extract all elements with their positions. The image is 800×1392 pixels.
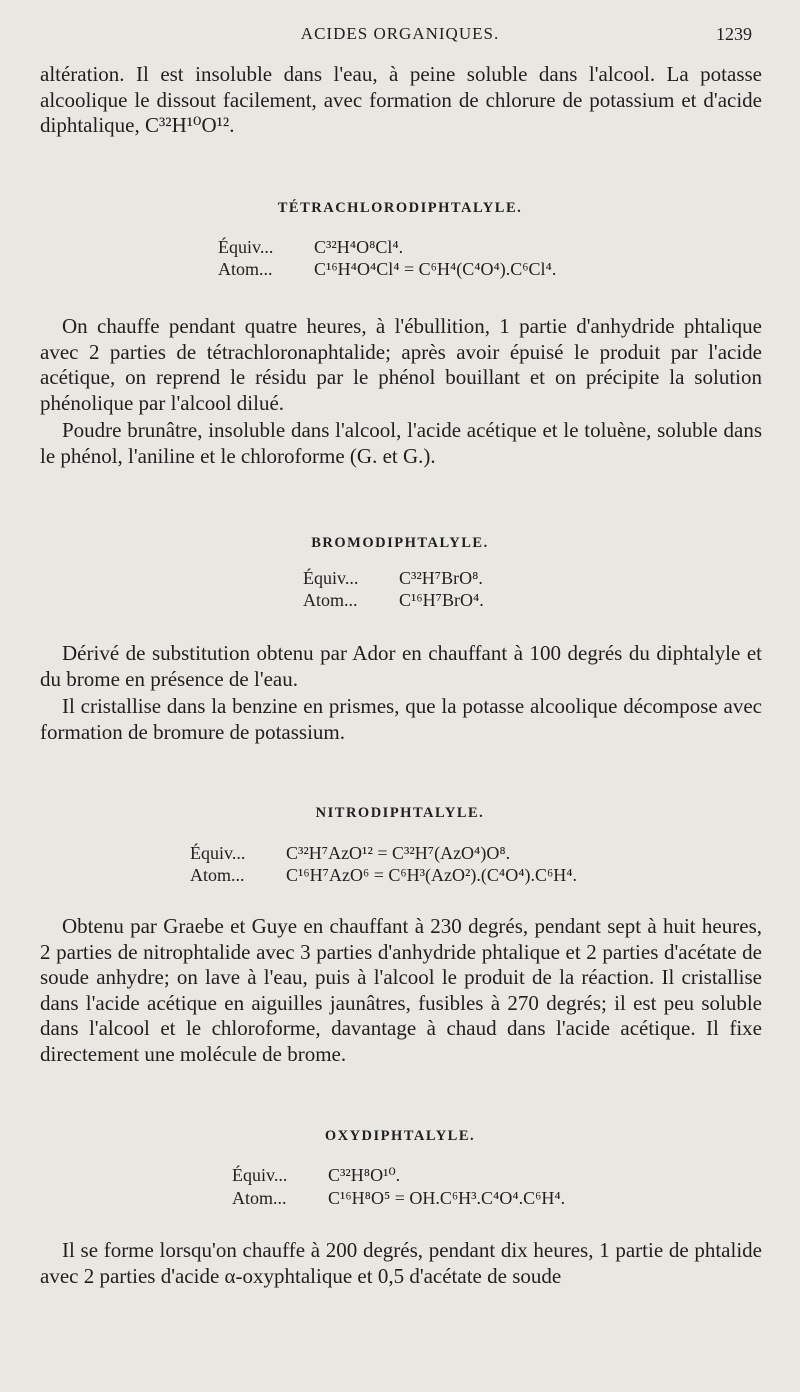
paragraph: Il se forme lorsqu'on chauffe à 200 degrés, pendant dix heures, 1 partie de phtalide avec 2 parties d'acide α-oxyphtalique et 0,5 d'acétate de soude bbox=[40, 1238, 762, 1288]
paragraph: Dérivé de substitution obtenu par Ador en chauffant à 100 degrés du diphtalyle et du brome en présence de l'eau. bbox=[40, 641, 762, 691]
formula-atom bbox=[232, 1187, 565, 1209]
formula-equiv bbox=[190, 842, 510, 864]
formula-value: C³²H⁴O⁸Cl⁴. bbox=[314, 237, 404, 257]
running-title: ACIDES ORGANIQUES. bbox=[300, 24, 500, 43]
formula-value: C³²H⁷AzO¹² = C³²H⁷(AzO⁴)O⁸. bbox=[286, 843, 511, 863]
paragraph: On chauffe pendant quatre heures, à l'ébullition, 1 partie d'anhydride phtalique avec 2 parties de tétrachloronaphtalide; après avoir épuisé le produit par l'acide acétique, on reprend le résidu par le phénol bouillant et on précipite la solution phénolique par l'alcool dilué. bbox=[40, 314, 762, 415]
formula-label: Atom... bbox=[303, 590, 358, 610]
formula-label: Atom... bbox=[190, 865, 245, 885]
paragraph-continued: altération. Il est insoluble dans l'eau, à peine soluble dans l'alcool. La potasse alcoolique le dissout facilement, avec formation de chlorure de potassium et d'acide diphtalique, C³²H¹⁰O¹². bbox=[40, 62, 762, 137]
section-title-tetrachlorodiphtalyle: TÉTRACHLORODIPHTALYLE. bbox=[277, 200, 523, 216]
formula-equiv bbox=[232, 1164, 400, 1186]
formula-value: C¹⁶H⁸O⁵ = OH.C⁶H³.C⁴O⁴.C⁶H⁴. bbox=[328, 1188, 566, 1208]
formula-label: Équiv... bbox=[303, 568, 359, 588]
paragraph: Obtenu par Graebe et Guye en chauffant à 230 degrés, pendant sept à huit heures, 2 parties de nitrophtalide avec 3 parties d'anhydride phtalique et 2 parties d'acétate de soude anhydre; on lave à l'eau, puis à l'alcool le produit de la réaction. Il cristallise dans l'acide acétique en aiguilles jaunâtres, fusibles à 270 degrés; il est peu soluble dans l'alcool et le chloroforme, davantage à chaud dans l'acide acétique. Il fixe directement une molécule de brome. bbox=[40, 914, 762, 1066]
formula-label: Atom... bbox=[218, 259, 273, 279]
formula-equiv bbox=[218, 236, 403, 258]
formula-atom bbox=[218, 258, 556, 280]
formula-label: Équiv... bbox=[218, 237, 274, 257]
formula-atom bbox=[190, 864, 577, 886]
formula-value: C¹⁶H⁷AzO⁶ = C⁶H³(AzO²).(C⁴O⁴).C⁶H⁴. bbox=[286, 865, 578, 885]
formula-value: C¹⁶H⁷BrO⁴. bbox=[399, 590, 484, 610]
paragraph: Poudre brunâtre, insoluble dans l'alcool, l'acide acétique et le toluène, soluble dans le phénol, l'aniline et le chloroforme (G. et G.). bbox=[40, 418, 762, 468]
formula-value: C³²H⁷BrO⁸. bbox=[399, 568, 483, 588]
section-title-bromodiphtalyle: BROMODIPHTALYLE. bbox=[311, 535, 489, 551]
formula-label: Équiv... bbox=[232, 1165, 288, 1185]
section-title-oxydiphtalyle: OXYDIPHTALYLE. bbox=[324, 1128, 476, 1144]
formula-value: C³²H⁸O¹⁰. bbox=[328, 1165, 401, 1185]
formula-atom bbox=[303, 589, 484, 611]
formula-value: C¹⁶H⁴O⁴Cl⁴ = C⁶H⁴(C⁴O⁴).C⁶Cl⁴. bbox=[314, 259, 557, 279]
formula-label: Équiv... bbox=[190, 843, 246, 863]
section-title-nitrodiphtalyle: NITRODIPHTALYLE. bbox=[315, 805, 485, 821]
formula-equiv bbox=[303, 567, 483, 589]
formula-label: Atom... bbox=[232, 1188, 287, 1208]
page-number: 1239 bbox=[716, 24, 752, 44]
paragraph: Il cristallise dans la benzine en prismes, que la potasse alcoolique décompose avec formation de bromure de potassium. bbox=[40, 694, 762, 744]
page-header bbox=[0, 24, 800, 54]
